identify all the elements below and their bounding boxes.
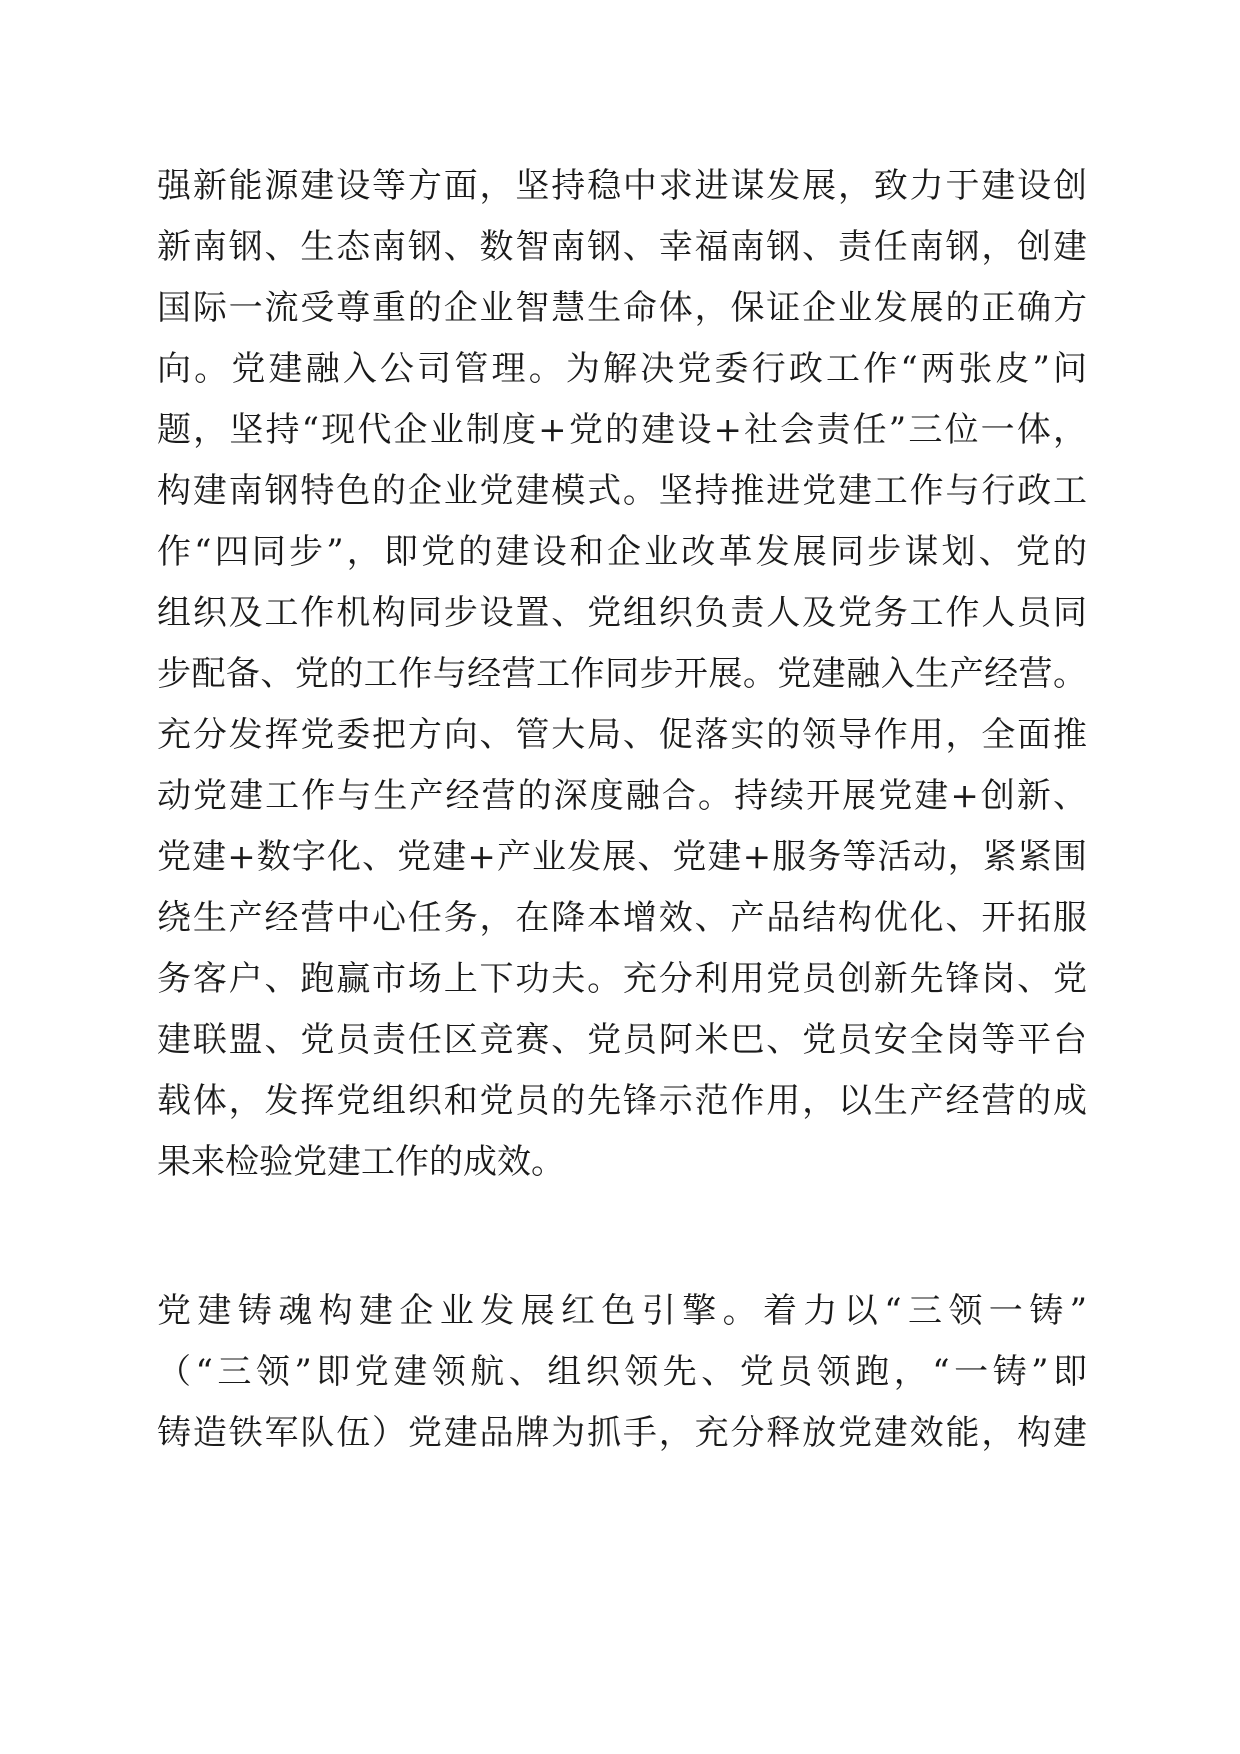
paragraph-line: 向。党建融入公司管理。为解决党委行政工作“两张皮”问	[157, 349, 1087, 389]
paragraph-line: 绕生产经营中心任务，在降本增效、产品结构优化、开拓服	[157, 898, 1087, 938]
paragraph-line: 务客户、跑赢市场上下功夫。充分利用党员创新先锋岗、党	[157, 959, 1087, 999]
paragraph-line: 组织及工作机构同步设置、党组织负责人及党务工作人员同	[157, 593, 1087, 633]
paragraph-line: 载体，发挥党组织和党员的先锋示范作用，以生产经营的成	[157, 1081, 1087, 1121]
paragraph-line: （“三领”即党建领航、组织领先、党员领跑，“一铸”即	[157, 1352, 1087, 1392]
paragraph-line: 步配备、党的工作与经营工作同步开展。党建融入生产经营。	[157, 654, 1087, 694]
paragraph-line: 构建南钢特色的企业党建模式。坚持推进党建工作与行政工	[157, 471, 1087, 511]
paragraph-line: 作“四同步”，即党的建设和企业改革发展同步谋划、党的	[157, 532, 1087, 572]
paragraph-line: 题，坚持“现代企业制度+党的建设+社会责任”三位一体，	[157, 410, 1087, 450]
paragraph-line: 动党建工作与生产经营的深度融合。持续开展党建+创新、	[157, 776, 1087, 816]
paragraph-line: 新南钢、生态南钢、数智南钢、幸福南钢、责任南钢，创建	[157, 227, 1087, 267]
paragraph-line: 果来检验党建工作的成效。	[157, 1142, 565, 1182]
paragraph-line: 充分发挥党委把方向、管大局、促落实的领导作用，全面推	[157, 715, 1087, 755]
paragraph-line: 铸造铁军队伍）党建品牌为抓手，充分释放党建效能，构建	[157, 1413, 1087, 1453]
paragraph-line: 强新能源建设等方面，坚持稳中求进谋发展，致力于建设创	[157, 166, 1087, 206]
paragraph-line: 国际一流受尊重的企业智慧生命体，保证企业发展的正确方	[157, 288, 1087, 328]
paragraph-line: 党建+数字化、党建+产业发展、党建+服务等活动，紧紧围	[157, 837, 1087, 877]
paragraph-line: 建联盟、党员责任区竞赛、党员阿米巴、党员安全岗等平台	[157, 1020, 1087, 1060]
paragraph-line: 党建铸魂构建企业发展红色引擎。着力以“三领一铸”	[157, 1291, 1087, 1331]
